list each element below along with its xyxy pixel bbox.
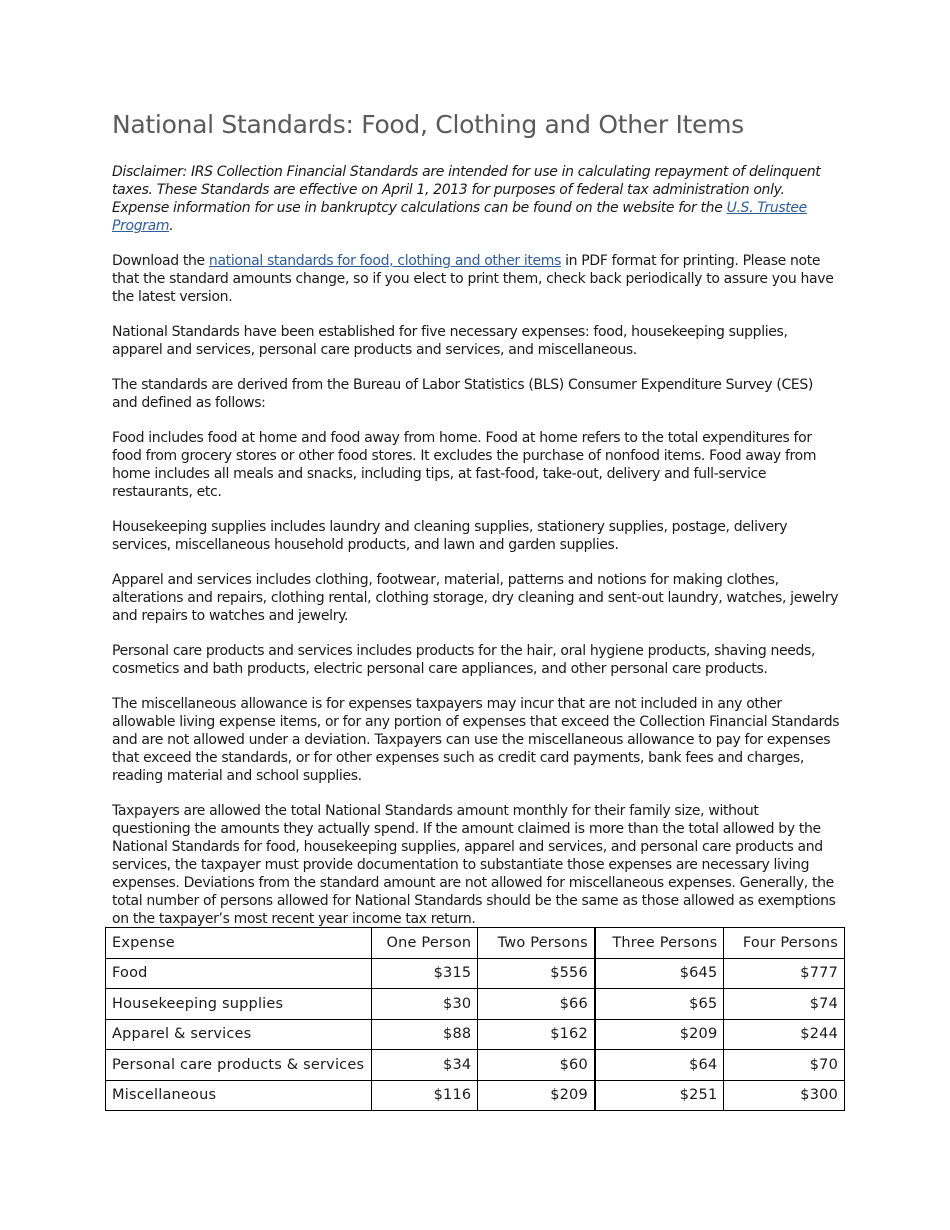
amount-four-persons: $300 xyxy=(724,1080,845,1111)
amount-three-persons: $209 xyxy=(595,1019,724,1050)
amount-three-persons: $64 xyxy=(595,1050,724,1081)
amount-two-persons: $162 xyxy=(478,1019,595,1050)
download-text-end: in PDF format for printing. Please note that the standard amounts change, so if you elect to print them, check back periodically to assure you have the latest version. xyxy=(112,253,834,305)
disclaimer-text-end: . xyxy=(169,218,174,234)
page-title: National Standards: Food, Clothing and Other Items xyxy=(112,110,744,139)
amount-one-person: $88 xyxy=(371,1019,478,1050)
paragraph-five-expenses: National Standards have been established for five necessary expenses: food, housekeeping supplies, apparel and services, personal care products and services, and miscellaneous. xyxy=(112,324,788,358)
paragraph-food-definition: Food includes food at home and food away from home. Food at home refers to the total expenditures for food from grocery stores or other food stores. It excludes the purchase of nonfood items. Food away from home includes all meals and snacks, including tips, at fast-food, take-out, delivery and full-service restaurants, etc. xyxy=(112,430,817,500)
expense-name: Apparel & services xyxy=(106,1019,372,1050)
amount-four-persons: $777 xyxy=(724,958,845,989)
expense-name: Food xyxy=(106,958,372,989)
expense-name: Personal care products & services xyxy=(106,1050,372,1081)
paragraph-miscellaneous-definition: The miscellaneous allowance is for expenses taxpayers may incur that are not included in any other allowable living expense items, or for any portion of expenses that exceed the Collection Financial Standards and are not allowed under a deviation. Taxpayers can use the miscellaneous allowance to pay for expenses that exceed the standards, or for other expenses such as credit card payments, bank fees and charges, reading material and school supplies. xyxy=(112,696,840,784)
amount-four-persons: $74 xyxy=(724,989,845,1020)
amount-three-persons: $65 xyxy=(595,989,724,1020)
national-standards-pdf-link[interactable]: national standards for food, clothing and other items xyxy=(208,253,562,269)
amount-four-persons: $70 xyxy=(724,1050,845,1081)
paragraph-housekeeping-definition: Housekeeping supplies includes laundry and cleaning supplies, stationery supplies, postage, delivery services, miscellaneous household products, and lawn and garden supplies. xyxy=(112,519,788,553)
amount-one-person: $34 xyxy=(371,1050,478,1081)
amount-one-person: $30 xyxy=(371,989,478,1020)
amount-one-person: $315 xyxy=(371,958,478,989)
table-row xyxy=(106,1019,845,1050)
paragraph-apparel-definition: Apparel and services includes clothing, footwear, material, patterns and notions for making clothes, alterations and repairs, clothing rental, clothing storage, dry cleaning and sent-out laundry, watches, jewelry and repairs to watches and jewelry. xyxy=(112,572,839,624)
amount-one-person: $116 xyxy=(371,1080,478,1111)
amount-three-persons: $645 xyxy=(595,958,724,989)
download-text: Download the xyxy=(112,253,209,269)
table-header-row xyxy=(106,928,845,959)
download-paragraph xyxy=(112,252,840,306)
paragraph-allowance-rules: Taxpayers are allowed the total National Standards amount monthly for their family size, without questioning the amounts they actually spend. If the amount claimed is more than the total allowed by the National Standards for food, housekeeping supplies, apparel and services, and personal care products and services, the taxpayer must provide documentation to substantiate those expenses are necessary living expenses. Deviations from the standard amount are not allowed for miscellaneous expenses. Generally, the total number of persons allowed for National Standards should be the same as those allowed as exemptions on the taxpayer’s most recent year income tax return. xyxy=(112,803,836,927)
us-trustee-program-link[interactable]: U.S. Trustee Program xyxy=(112,200,807,234)
amount-two-persons: $60 xyxy=(478,1050,595,1081)
header-four-persons: Four Persons xyxy=(724,928,845,959)
disclaimer-paragraph xyxy=(112,163,840,235)
amount-three-persons: $251 xyxy=(595,1080,724,1111)
header-one-person: One Person xyxy=(371,928,478,959)
table-row xyxy=(106,989,845,1020)
paragraph-bls-source: The standards are derived from the Bureau of Labor Statistics (BLS) Consumer Expenditure Survey (CES) and defined as follows: xyxy=(112,377,814,411)
amount-two-persons: $66 xyxy=(478,989,595,1020)
amount-two-persons: $209 xyxy=(478,1080,595,1111)
expense-name: Housekeeping supplies xyxy=(106,989,372,1020)
amount-two-persons: $556 xyxy=(478,958,595,989)
table-row xyxy=(106,958,845,989)
expense-name: Miscellaneous xyxy=(106,1080,372,1111)
disclaimer-text: Disclaimer: IRS Collection Financial Standards are intended for use in calculating repayment of delinquent taxes. These Standards are effective on April 1, 2013 for purposes of federal tax administration only. Expense information for use in bankruptcy calculations can be found on the website for the xyxy=(112,164,821,216)
document-page xyxy=(112,108,840,945)
table-row xyxy=(106,1050,845,1081)
header-expense: Expense xyxy=(106,928,372,959)
amount-four-persons: $244 xyxy=(724,1019,845,1050)
paragraph-personal-care-definition: Personal care products and services includes products for the hair, oral hygiene products, shaving needs, cosmetics and bath products, electric personal care appliances, and other personal care products. xyxy=(112,643,816,677)
header-two-persons: Two Persons xyxy=(478,928,595,959)
header-three-persons: Three Persons xyxy=(595,928,724,959)
table-row xyxy=(106,1080,845,1111)
national-standards-table xyxy=(105,927,845,1111)
